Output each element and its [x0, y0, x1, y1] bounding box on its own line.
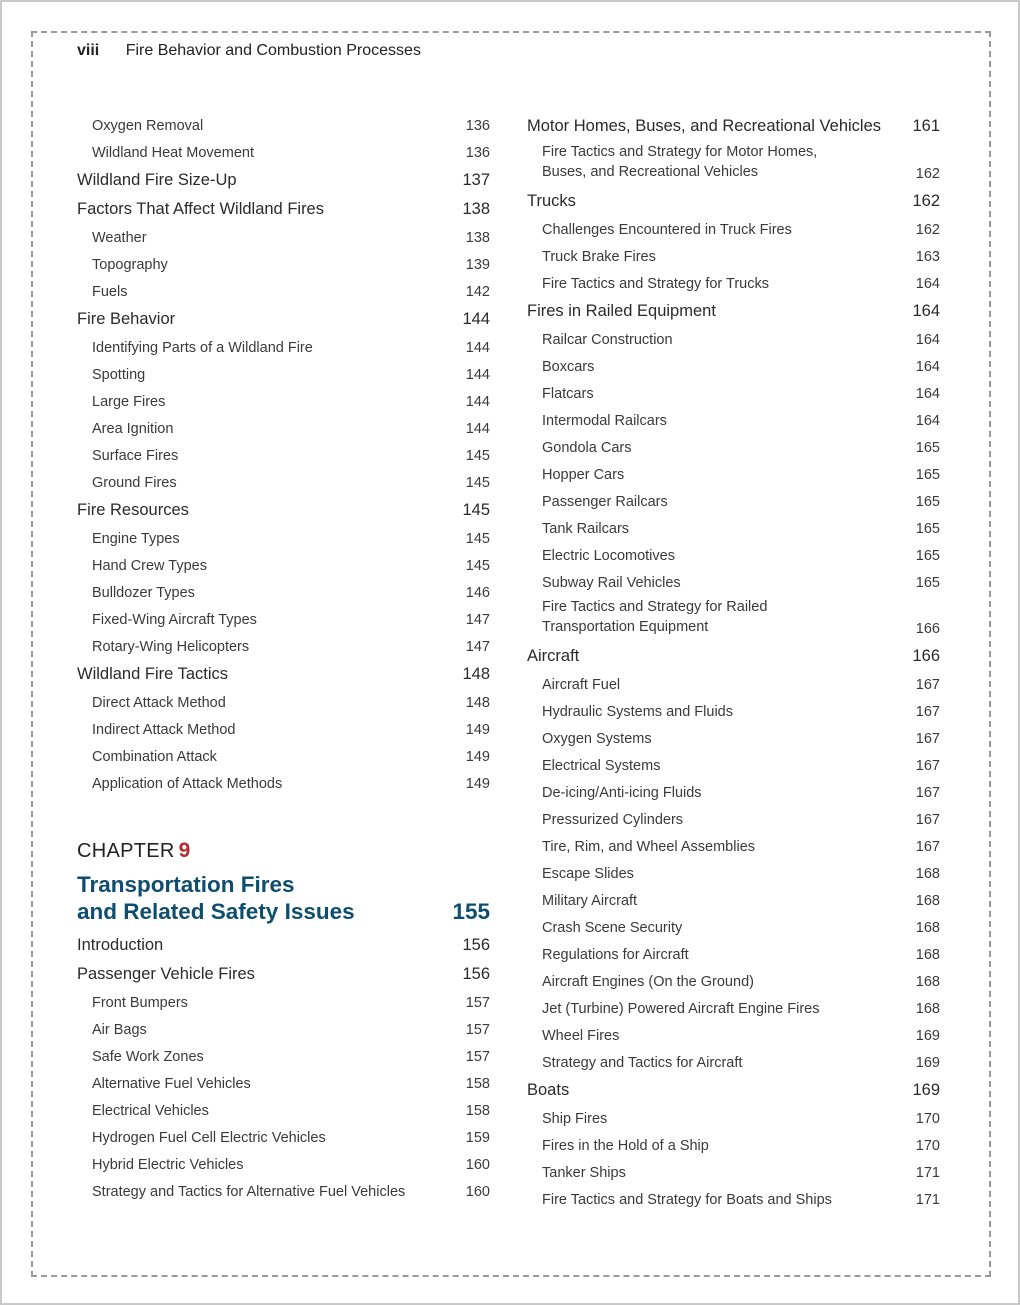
toc-section-entry	[77, 656, 490, 685]
toc-entry-title: Safe Work Zones	[92, 1049, 204, 1065]
toc-entry-title: Fire Tactics and Strategy for Trucks	[542, 276, 769, 292]
toc-entry-page: 171	[915, 1165, 940, 1181]
toc-entry-page: 144	[465, 367, 490, 383]
toc-entry-title: Area Ignition	[92, 421, 174, 437]
toc-entry-page: 145	[465, 531, 490, 547]
toc-entry-title: Application of Attack Methods	[92, 776, 283, 792]
toc-entry-page: 145	[465, 475, 490, 491]
toc-subsection-entry	[527, 592, 940, 638]
toc-entry-page: 156	[462, 965, 490, 983]
toc-entry-page: 166	[912, 647, 940, 665]
toc-entry-title: Factors That Affect Wildland Fires	[77, 200, 324, 218]
toc-entry-page: 145	[465, 558, 490, 574]
toc-entry-page: 164	[915, 386, 940, 402]
toc-section-entry	[527, 108, 940, 137]
toc-entry-page: 168	[915, 1001, 940, 1017]
toc-entry-title: Aircraft Engines (On the Ground)	[542, 974, 754, 990]
toc-entry-page: 168	[915, 866, 940, 882]
toc-entry-title: Tanker Ships	[542, 1165, 626, 1181]
toc-entry-title: Fire Behavior	[77, 310, 176, 328]
toc-entry-page: 149	[465, 776, 490, 792]
toc-entry-page: 168	[915, 947, 940, 963]
chapter-page: 155	[452, 899, 490, 924]
toc-entry-page: 144	[465, 421, 490, 437]
toc-entry-page: 149	[465, 749, 490, 765]
toc-entry-page: 165	[915, 467, 940, 483]
toc-subsection-entry	[527, 1101, 940, 1128]
toc-subsection-entry	[527, 802, 940, 829]
toc-subsection-entry	[527, 667, 940, 694]
toc-subsection-entry	[77, 1147, 490, 1174]
toc-entry-page: 170	[915, 1138, 940, 1154]
toc-subsection-entry	[527, 565, 940, 592]
toc-subsection-entry	[77, 1012, 490, 1039]
toc-subsection-entry	[77, 766, 490, 793]
toc-entry-page: 161	[912, 117, 940, 135]
toc-subsection-entry	[527, 376, 940, 403]
toc-entry-title: Oxygen Systems	[542, 731, 652, 747]
toc-subsection-entry	[77, 521, 490, 548]
page-number: viii	[77, 42, 100, 59]
toc-entry-title: Wildland Heat Movement	[92, 145, 254, 161]
toc-subsection-entry	[77, 384, 490, 411]
toc-subsection-entry	[527, 266, 940, 293]
toc-entry-title: Direct Attack Method	[92, 695, 226, 711]
toc-entry-page: 168	[915, 893, 940, 909]
toc-entry-page: 145	[465, 448, 490, 464]
toc-entry-title: Electrical Systems	[542, 758, 661, 774]
toc-entry-title: Rotary-Wing Helicopters	[92, 639, 250, 655]
toc-subsection-entry	[527, 322, 940, 349]
toc-subsection-entry	[77, 274, 490, 301]
toc-entry-page: 164	[915, 413, 940, 429]
toc-entry-title: Motor Homes, Buses, and Recreational Vehicles	[527, 117, 882, 135]
toc-subsection-entry	[77, 548, 490, 575]
toc-entry-title: Front Bumpers	[92, 995, 188, 1011]
toc-entry-title: Hopper Cars	[542, 467, 625, 483]
toc-entry-page: 168	[915, 974, 940, 990]
toc-subsection-entry	[527, 430, 940, 457]
toc-entry-page: 138	[465, 230, 490, 246]
toc-entry-page: 164	[912, 302, 940, 320]
toc-subsection-entry	[527, 1155, 940, 1182]
toc-entry-title: Identifying Parts of a Wildland Fire	[92, 340, 313, 356]
toc-entry-page: 146	[465, 585, 490, 601]
toc-subsection-entry	[77, 1174, 490, 1201]
toc-entry-page: 163	[915, 249, 940, 265]
toc-entry-title: Electric Locomotives	[542, 548, 675, 564]
toc-entry-page: 137	[462, 171, 490, 189]
toc-subsection-entry	[77, 712, 490, 739]
toc-entry-page: 167	[915, 731, 940, 747]
toc-entry-title: Flatcars	[542, 386, 594, 402]
toc-entry-title: Intermodal Railcars	[542, 413, 667, 429]
toc-subsection-entry	[77, 739, 490, 766]
toc-subsection-entry	[77, 985, 490, 1012]
toc-entry-title: Fixed-Wing Aircraft Types	[92, 612, 257, 628]
toc-entry-page: 147	[465, 612, 490, 628]
toc-entry-title: De-icing/Anti-icing Fluids	[542, 785, 702, 801]
toc-entry-title: Wheel Fires	[542, 1028, 620, 1044]
toc-entry-page: 167	[915, 839, 940, 855]
book-title: Fire Behavior and Combustion Processes	[125, 42, 421, 59]
chapter-label: CHAPTER	[77, 840, 175, 862]
toc-entry-page: 164	[915, 276, 940, 292]
toc-entry-page: 139	[465, 257, 490, 273]
toc-entry-title: Passenger Railcars	[542, 494, 668, 510]
toc-entry-title: Surface Fires	[92, 448, 179, 464]
toc-entry-title: Jet (Turbine) Powered Aircraft Engine Fires	[542, 1001, 820, 1017]
toc-subsection-entry	[77, 575, 490, 602]
toc-entry-title: Regulations for Aircraft	[542, 947, 689, 963]
toc-entry-title: Truck Brake Fires	[542, 249, 656, 265]
toc-subsection-entry	[527, 1182, 940, 1209]
toc-entry-title: Air Bags	[92, 1022, 147, 1038]
toc-entry-title: Fires in the Hold of a Ship	[542, 1138, 709, 1154]
toc-entry-title: Ground Fires	[92, 475, 177, 491]
toc-entry-page: 148	[462, 665, 490, 683]
toc-subsection-entry	[527, 694, 940, 721]
toc-entry-title: Fire Tactics and Strategy for Boats and Ships	[542, 1192, 832, 1208]
toc-entry-page: 166	[915, 621, 940, 637]
toc-entry-page: 158	[465, 1076, 490, 1092]
toc-subsection-entry	[77, 135, 490, 162]
toc-subsection-entry	[77, 1039, 490, 1066]
toc-section-entry	[77, 492, 490, 521]
toc-subsection-entry	[77, 1093, 490, 1120]
toc-entry-title: Trucks	[527, 192, 576, 210]
toc-entry-page: 149	[465, 722, 490, 738]
toc-entry-title: Weather	[92, 230, 147, 246]
toc-entry-page: 169	[912, 1081, 940, 1099]
toc-entry-title: Hand Crew Types	[92, 558, 207, 574]
toc-entry-page: 147	[465, 639, 490, 655]
toc-entry-title: Tire, Rim, and Wheel Assemblies	[542, 839, 756, 855]
toc-entry-title: Electrical Vehicles	[92, 1103, 209, 1119]
toc-entry-page: 144	[465, 394, 490, 410]
toc-subsection-entry	[77, 357, 490, 384]
toc-entry-title: Boats	[527, 1081, 570, 1099]
toc-subsection-entry	[527, 239, 940, 266]
chapter-title-line-1: Transportation Fires	[77, 872, 295, 897]
toc-subsection-entry	[77, 438, 490, 465]
toc-entry-page: 164	[915, 359, 940, 375]
toc-subsection-entry	[527, 457, 940, 484]
toc-subsection-entry	[527, 910, 940, 937]
toc-right-column	[527, 108, 940, 1209]
toc-entry-title: Strategy and Tactics for Aircraft	[542, 1055, 743, 1071]
toc-subsection-entry	[527, 721, 940, 748]
toc-subsection-entry	[527, 484, 940, 511]
toc-entry-title: Subway Rail Vehicles	[542, 575, 681, 591]
toc-entry-page: 165	[915, 548, 940, 564]
toc-entry-title: Wildland Fire Tactics	[77, 665, 228, 683]
toc-subsection-entry	[527, 212, 940, 239]
toc-subsection-entry	[527, 775, 940, 802]
toc-entry-title: Oxygen Removal	[92, 118, 204, 134]
toc-entry-title: Fire Tactics and Strategy for Motor Homes, Buses, and Recreational Vehicles	[542, 144, 818, 180]
toc-entry-page: 167	[915, 758, 940, 774]
toc-subsection-entry	[527, 991, 940, 1018]
toc-entry-page: 165	[915, 440, 940, 456]
toc-entry-page: 167	[915, 812, 940, 828]
toc-entry-title: Combination Attack	[92, 749, 217, 765]
toc-entry-page: 158	[465, 1103, 490, 1119]
toc-entry-title: Fires in Railed Equipment	[527, 302, 716, 320]
chapter-heading	[77, 839, 490, 925]
toc-entry-title: Strategy and Tactics for Alternative Fuel Vehicles	[92, 1184, 406, 1200]
chapter-number: 9	[178, 839, 191, 862]
toc-entry-page: 160	[465, 1184, 490, 1200]
toc-entry-title: Hydraulic Systems and Fluids	[542, 704, 733, 720]
toc-entry-page: 144	[462, 310, 490, 328]
toc-subsection-entry	[77, 330, 490, 357]
toc-subsection-entry	[527, 856, 940, 883]
chapter-title	[77, 871, 355, 925]
toc-left-column	[77, 108, 490, 793]
toc-subsection-entry	[77, 685, 490, 712]
toc-entry-page: 148	[465, 695, 490, 711]
toc-entry-page: 157	[465, 995, 490, 1011]
toc-subsection-entry	[77, 247, 490, 274]
toc-subsection-entry	[527, 1045, 940, 1072]
toc-entry-page: 145	[462, 501, 490, 519]
toc-chapter-entries	[77, 927, 490, 1201]
toc-entry-page: 169	[915, 1028, 940, 1044]
chapter-title-row	[77, 871, 490, 925]
toc-entry-title: Introduction	[77, 936, 164, 954]
toc-section-entry	[527, 293, 940, 322]
toc-entry-title: Passenger Vehicle Fires	[77, 965, 255, 983]
toc-subsection-entry	[77, 629, 490, 656]
toc-entry-title: Topography	[92, 257, 168, 273]
toc-entry-page: 157	[465, 1049, 490, 1065]
toc-entry-title: Hydrogen Fuel Cell Electric Vehicles	[92, 1130, 326, 1146]
toc-subsection-entry	[77, 602, 490, 629]
toc-entry-page: 142	[465, 284, 490, 300]
toc-subsection-entry	[527, 964, 940, 991]
toc-entry-title: Railcar Construction	[542, 332, 673, 348]
toc-entry-page: 159	[465, 1130, 490, 1146]
toc-entry-page: 144	[465, 340, 490, 356]
toc-entry-title: Tank Railcars	[542, 521, 630, 537]
toc-section-entry	[77, 301, 490, 330]
toc-section-entry	[527, 1072, 940, 1101]
toc-entry-page: 171	[915, 1192, 940, 1208]
toc-entry-page: 162	[915, 222, 940, 238]
toc-entry-title: Engine Types	[92, 531, 180, 547]
toc-entry-title: Challenges Encountered in Truck Fires	[542, 222, 792, 238]
toc-entry-title: Escape Slides	[542, 866, 634, 882]
toc-entry-page: 138	[462, 200, 490, 218]
toc-subsection-entry	[527, 1128, 940, 1155]
toc-section-entry	[77, 927, 490, 956]
running-header	[77, 42, 421, 60]
toc-entry-title: Wildland Fire Size-Up	[77, 171, 237, 189]
toc-subsection-entry	[527, 1018, 940, 1045]
toc-entry-title: Ship Fires	[542, 1111, 608, 1127]
toc-entry-page: 168	[915, 920, 940, 936]
toc-subsection-entry	[77, 465, 490, 492]
toc-subsection-entry	[527, 403, 940, 430]
toc-subsection-entry	[527, 829, 940, 856]
toc-entry-title: Bulldozer Types	[92, 585, 195, 601]
toc-entry-title: Crash Scene Security	[542, 920, 683, 936]
toc-entry-title: Aircraft	[527, 647, 580, 665]
toc-entry-page: 169	[915, 1055, 940, 1071]
toc-entry-page: 167	[915, 704, 940, 720]
toc-entry-title: Gondola Cars	[542, 440, 632, 456]
toc-subsection-entry	[77, 411, 490, 438]
toc-subsection-entry	[527, 538, 940, 565]
toc-subsection-entry	[77, 220, 490, 247]
toc-entry-page: 162	[915, 166, 940, 182]
toc-section-entry	[77, 956, 490, 985]
toc-section-entry	[527, 183, 940, 212]
chapter-title-line-2: and Related Safety Issues	[77, 899, 355, 924]
toc-entry-title: Large Fires	[92, 394, 166, 410]
toc-entry-title: Pressurized Cylinders	[542, 812, 684, 828]
toc-subsection-entry	[77, 1120, 490, 1147]
toc-subsection-entry	[527, 137, 940, 183]
toc-subsection-entry	[527, 349, 940, 376]
toc-entry-page: 164	[915, 332, 940, 348]
toc-entry-page: 165	[915, 575, 940, 591]
toc-entry-page: 167	[915, 677, 940, 693]
toc-subsection-entry	[77, 108, 490, 135]
toc-entry-title: Spotting	[92, 367, 146, 383]
toc-section-entry	[527, 638, 940, 667]
toc-entry-page: 170	[915, 1111, 940, 1127]
toc-entry-page: 160	[465, 1157, 490, 1173]
toc-entry-page: 162	[912, 192, 940, 210]
toc-entry-page: 136	[465, 145, 490, 161]
toc-entry-page: 157	[465, 1022, 490, 1038]
toc-entry-title: Boxcars	[542, 359, 595, 375]
toc-entry-title: Hybrid Electric Vehicles	[92, 1157, 244, 1173]
toc-subsection-entry	[527, 511, 940, 538]
toc-entry-page: 165	[915, 521, 940, 537]
toc-entry-page: 165	[915, 494, 940, 510]
toc-subsection-entry	[527, 937, 940, 964]
toc-subsection-entry	[527, 883, 940, 910]
toc-entry-title: Fire Tactics and Strategy for Railed Transportation Equipment	[542, 599, 768, 635]
toc-section-entry	[77, 191, 490, 220]
toc-entry-page: 156	[462, 936, 490, 954]
toc-entry-page: 167	[915, 785, 940, 801]
toc-entry-title: Fire Resources	[77, 501, 189, 519]
toc-entry-page: 136	[465, 118, 490, 134]
toc-entry-title: Indirect Attack Method	[92, 722, 236, 738]
toc-subsection-entry	[527, 748, 940, 775]
toc-subsection-entry	[77, 1066, 490, 1093]
toc-section-entry	[77, 162, 490, 191]
toc-entry-title: Alternative Fuel Vehicles	[92, 1076, 251, 1092]
toc-entry-title: Military Aircraft	[542, 893, 638, 909]
toc-entry-title: Fuels	[92, 284, 128, 300]
toc-entry-title: Aircraft Fuel	[542, 677, 621, 693]
